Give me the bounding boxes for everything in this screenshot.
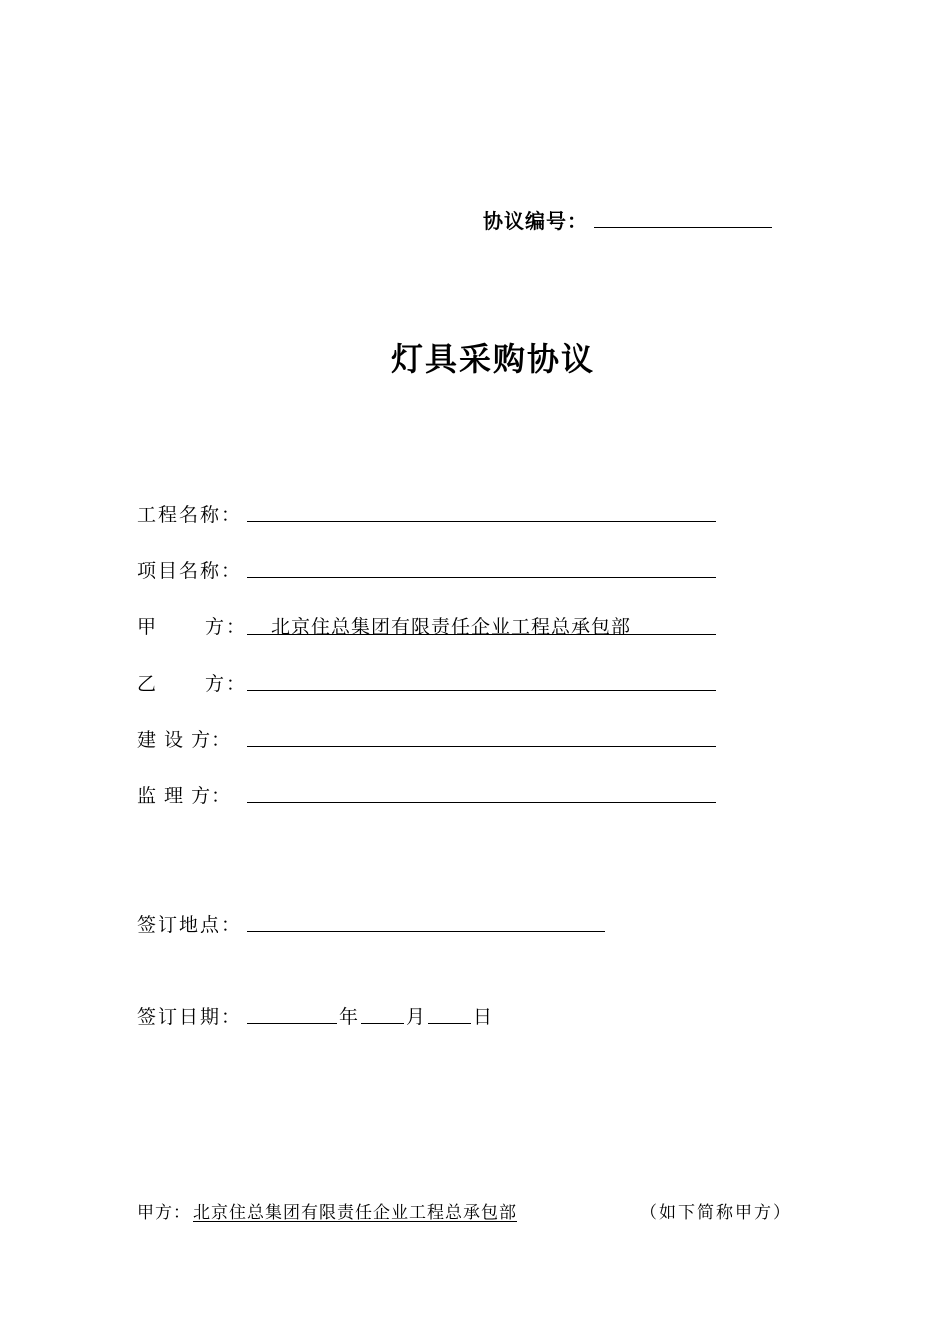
sign-month-field[interactable]: [361, 1023, 404, 1024]
document-title: 灯具采购协议: [390, 340, 595, 378]
year-label: 年: [339, 1006, 361, 1028]
footer-party-name: 北京住总集团有限责任企业工程总承包部: [193, 1203, 517, 1223]
party-a-field[interactable]: [247, 634, 716, 635]
party-a-value: 北京住总集团有限责任企业工程总承包部: [271, 616, 632, 638]
project-name-label: 工程名称：: [137, 504, 243, 526]
agreement-number-field[interactable]: [594, 227, 772, 228]
party-a-label-char: 甲: [137, 616, 159, 638]
party-b-field[interactable]: [247, 690, 716, 691]
supervisor-field[interactable]: [247, 802, 716, 803]
footer-party-label: 甲方：: [137, 1203, 191, 1223]
sign-date-label: 签订日期：: [137, 1006, 243, 1028]
sign-place-label: 签订地点：: [137, 914, 243, 936]
party-b-label-suffix: 方：: [205, 673, 248, 695]
party-b-label-char: 乙: [137, 673, 159, 695]
supervisor-label: 监 理 方：: [137, 785, 232, 807]
party-a-label-suffix: 方：: [205, 616, 248, 638]
day-label: 日: [473, 1006, 495, 1028]
month-label: 月: [406, 1006, 428, 1028]
sign-year-field[interactable]: [247, 1023, 337, 1024]
builder-label: 建 设 方：: [137, 729, 232, 751]
sign-place-field[interactable]: [247, 931, 605, 932]
agreement-number-label: 协议编号：: [483, 209, 588, 233]
builder-field[interactable]: [247, 746, 716, 747]
sign-day-field[interactable]: [428, 1023, 471, 1024]
project-name-field[interactable]: [247, 521, 716, 522]
item-name-label: 项目名称：: [137, 560, 243, 582]
footer-abbreviation-note: （如下简称甲方）: [640, 1203, 792, 1223]
item-name-field[interactable]: [247, 577, 716, 578]
